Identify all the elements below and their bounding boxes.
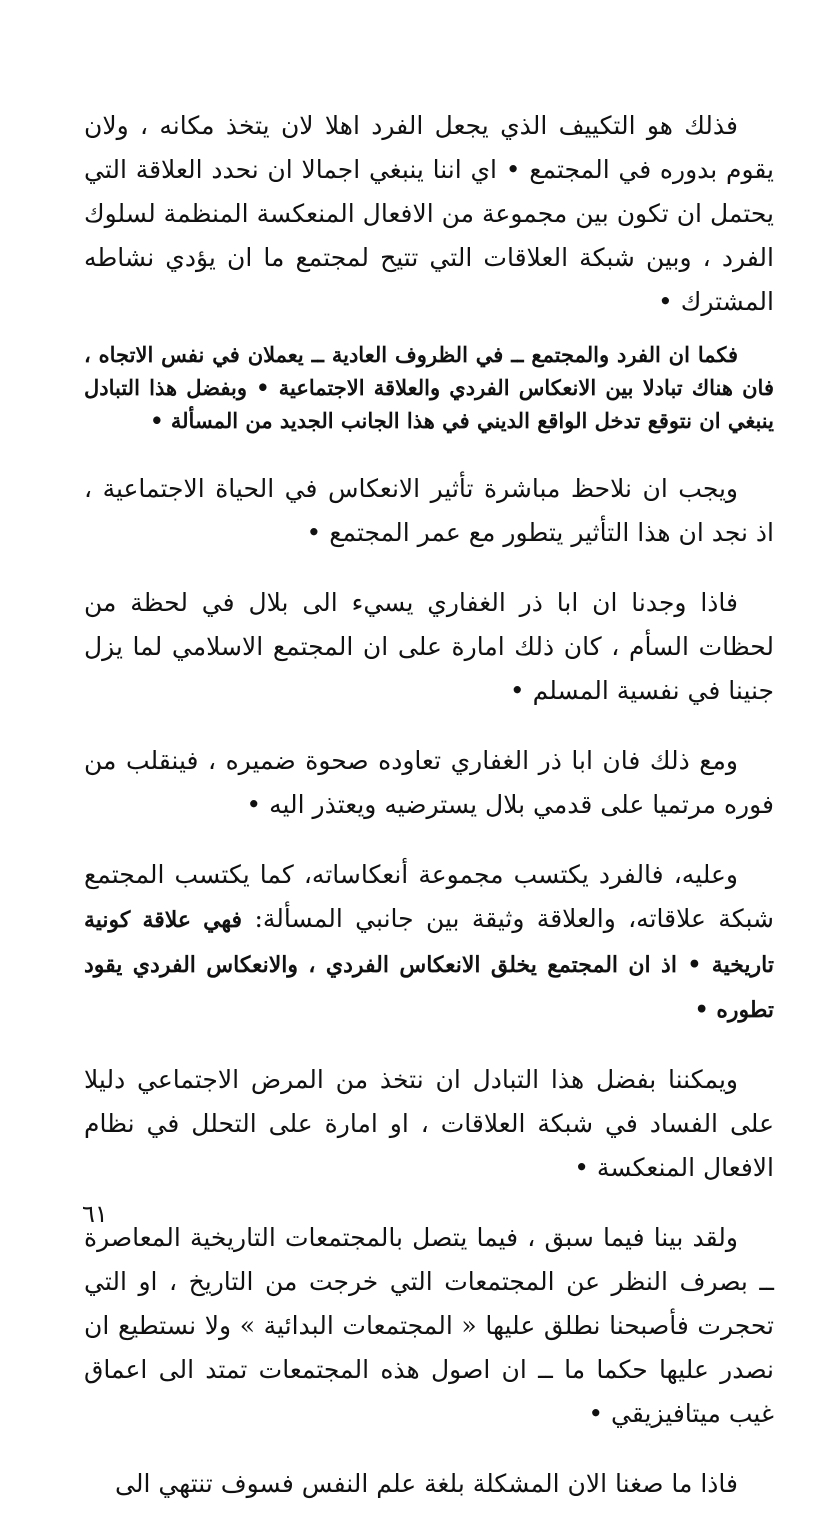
paragraph-4: فاذا وجدنا ان ابا ذر الغفاري يسيء الى بلال في لحظة من لحظات السأم ، كان ذلك امارة على ان المجتمع الاسلامي لما يزل جنينا في نفسية المسلم •: [84, 588, 774, 705]
paragraph-8: ولقد بينا فيما سبق ، فيما يتصل بالمجتمعات التاريخية المعاصرة ــ بصرف النظر عن المجتمعات التي خرجت من التاريخ ، او التي تحجرت فأصبحنا نطلق عليها « المجتمعات البدائية » ولا نستطيع ان نصدر عليها حكما ما ــ ان اصول هذه المجتمعات تمتد الى اعماق غيب ميتافيزيقي •: [84, 1223, 774, 1428]
paragraph-2-bold: فكما ان الفرد والمجتمع ــ في الظروف العادية ــ يعملان في نفس الاتجاه ، فان هناك تبادلا بين الانعكاس الفردي والعلاقة الاجتماعية • وبفضل هذا التبادل ينبغي ان نتوقع تدخل الواقع الديني في هذا الجانب الجديد من المسألة •: [84, 342, 774, 433]
paragraph-6: [84, 853, 774, 1032]
paragraph-9: فاذا ما صغنا الان المشكلة بلغة علم النفس فسوف تنتهي الى: [115, 1469, 738, 1498]
paragraph-5: ومع ذلك فان ابا ذر الغفاري تعاوده صحوة ضميره ، فينقلب من فوره مرتميا على قدمي بلال يسترضيه ويعتذر اليه •: [84, 746, 774, 819]
paragraph-6-plain: وعليه، فالفرد يكتسب مجموعة أنعكاساته، كما يكتسب المجتمع شبكة علاقاته، والعلاقة وثيقة بين جانبي المسألة:: [84, 860, 774, 933]
page-number: ٦١: [82, 1200, 108, 1228]
page-body: [84, 104, 774, 1532]
paragraph-6-bold: فهي علاقة كونية تاريخية • اذ ان المجتمع يخلق الانعكاس الفردي ، والانعكاس الفردي يقود تطوره •: [84, 907, 774, 1023]
paragraph-1: فذلك هو التكييف الذي يجعل الفرد اهلا لان يتخذ مكانه ، ولان يقوم بدوره في المجتمع • اي اننا ينبغي اجمالا ان نحدد العلاقة التي يحتمل ان تكون بين مجموعة من الافعال المنعكسة المنظمة لسلوك الفرد ، وبين شبكة العلاقات التي تتيح لمجتمع ما ان يؤدي نشاطه المشترك •: [84, 111, 774, 316]
paragraph-7: ويمكننا بفضل هذا التبادل ان نتخذ من المرض الاجتماعي دليلا على الفساد في شبكة العلاقات ، او امارة على التحلل في نظام الافعال المنعكسة •: [84, 1065, 774, 1182]
paragraph-3: ويجب ان نلاحظ مباشرة تأثير الانعكاس في الحياة الاجتماعية ، اذ نجد ان هذا التأثير يتطور مع عمر المجتمع •: [84, 474, 774, 547]
